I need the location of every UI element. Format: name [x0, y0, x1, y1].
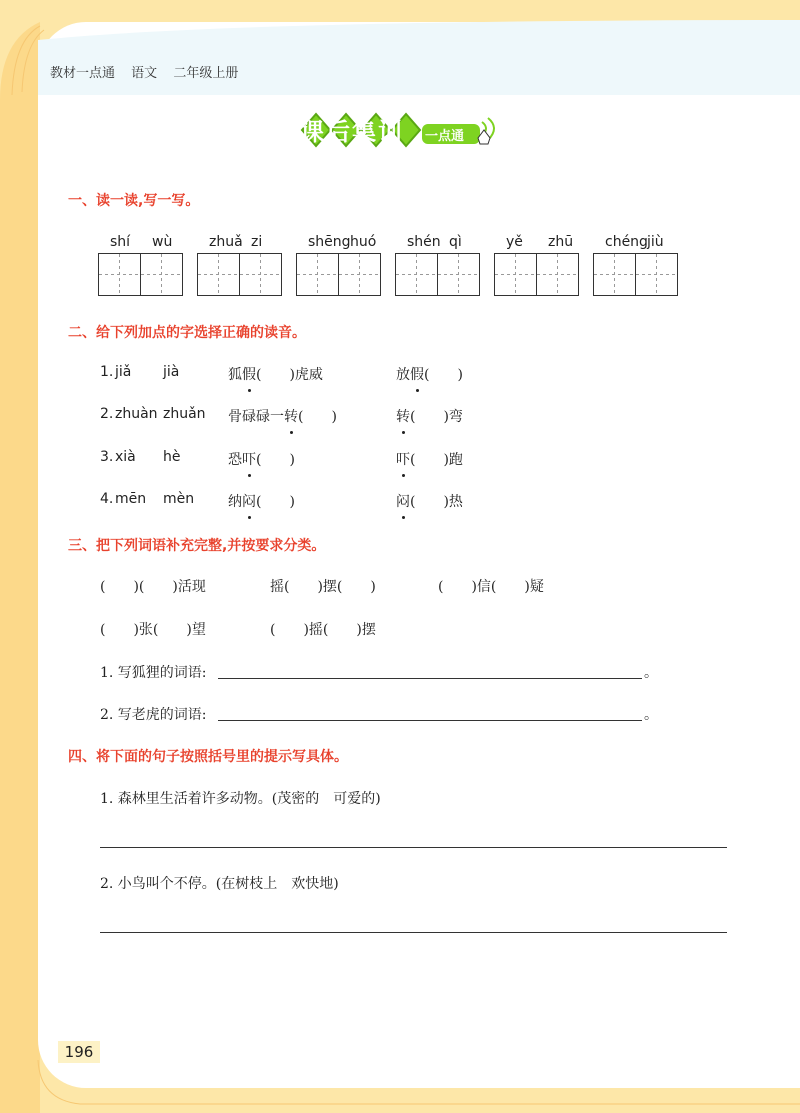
pinyin-option: jiǎ	[115, 364, 132, 380]
pinyin-syllable: jiù	[647, 234, 664, 250]
answer-blank[interactable]: ( )	[424, 367, 463, 383]
dotted-char: 吓	[396, 449, 410, 469]
tiger-words-label: 2. 写老虎的词语:	[100, 707, 207, 723]
page-sheet	[38, 22, 800, 1088]
tianzige-writing-box[interactable]	[197, 253, 283, 297]
sentence-2-answer-line[interactable]	[100, 932, 727, 933]
word-text: 放	[396, 367, 410, 383]
answer-blank[interactable]: ( )	[298, 409, 337, 425]
pinyin-option: xià	[115, 449, 136, 465]
tianzige-writing-box[interactable]	[296, 253, 382, 297]
word-choice-1[interactable]	[228, 449, 295, 469]
pinyin-syllable: shí	[110, 234, 131, 250]
pinyin-option: hè	[163, 449, 181, 465]
word-choice-1[interactable]	[228, 406, 337, 426]
tianzige-writing-box[interactable]	[494, 253, 580, 297]
tianzige-writing-box[interactable]	[395, 253, 481, 297]
item-number: 1.	[100, 364, 114, 380]
fox-words-period: 。	[644, 665, 658, 681]
page-number: 196	[58, 1041, 100, 1063]
item-number: 2.	[100, 406, 114, 422]
pinyin-syllable: zhuǎ	[209, 234, 243, 250]
sentence-1-prompt: 1. 森林里生活着许多动物。(茂密的 可爱的)	[100, 791, 381, 807]
word-choice-1[interactable]	[228, 364, 323, 384]
pinyin-syllable: zi	[251, 234, 263, 250]
word-text: 恐	[228, 452, 242, 468]
book-name: 教材一点通	[50, 66, 116, 81]
dotted-char: 闷	[242, 491, 256, 511]
banner-title: 课后集训	[300, 118, 404, 146]
item-number: 4.	[100, 491, 114, 507]
grade-name: 二年级上册	[173, 66, 239, 81]
pinyin-option: jià	[163, 364, 180, 380]
pinyin-syllable: shēng	[308, 234, 351, 250]
word-choice-2[interactable]	[396, 449, 463, 469]
tianzige-writing-box[interactable]	[593, 253, 679, 297]
pinyin-syllable: qì	[449, 234, 462, 250]
fox-words-label: 1. 写狐狸的词语:	[100, 665, 207, 681]
dotted-char: 假	[242, 364, 256, 384]
dotted-char: 转	[284, 406, 298, 426]
idiom-blank[interactable]: ( )信( )疑	[438, 579, 544, 595]
section-1-title: 一、读一读,写一写。	[68, 193, 200, 209]
fox-words-answer-line[interactable]	[218, 678, 642, 679]
item-number: 3.	[100, 449, 114, 465]
word-text: 狐	[228, 367, 242, 383]
tianzige-writing-box[interactable]	[98, 253, 184, 297]
word-choice-2[interactable]	[396, 406, 463, 426]
idiom-blank[interactable]: ( )( )活现	[100, 579, 206, 595]
subject-name: 语文	[131, 66, 158, 81]
dotted-char: 转	[396, 406, 410, 426]
sentence-1-answer-line[interactable]	[100, 847, 727, 848]
tiger-words-period: 。	[644, 707, 658, 723]
answer-blank[interactable]: ( )虎威	[256, 367, 323, 383]
answer-blank[interactable]: ( )跑	[410, 452, 463, 468]
word-choice-2[interactable]	[396, 364, 463, 384]
pinyin-syllable: zhū	[548, 234, 574, 250]
dotted-char: 假	[410, 364, 424, 384]
answer-blank[interactable]: ( )	[256, 452, 295, 468]
pinyin-syllable: yě	[506, 234, 523, 250]
pinyin-option: mēn	[115, 491, 147, 507]
answer-blank[interactable]: ( )热	[410, 494, 463, 510]
pinyin-syllable: chéng	[605, 234, 648, 250]
dotted-char: 闷	[396, 491, 410, 511]
section-2-title: 二、给下列加点的字选择正确的读音。	[68, 325, 306, 341]
idiom-blank[interactable]: 摇( )摆( )	[270, 579, 376, 595]
section-4-title: 四、将下面的句子按照括号里的提示写具体。	[68, 749, 348, 765]
header-wave	[38, 0, 800, 100]
pinyin-option: zhuǎn	[163, 406, 206, 422]
tiger-words-answer-line[interactable]	[218, 720, 642, 721]
banner-subtitle: 一点通	[425, 129, 465, 144]
section-3-title: 三、把下列词语补充完整,并按要求分类。	[68, 538, 326, 554]
idiom-blank[interactable]: ( )张( )望	[100, 622, 206, 638]
answer-blank[interactable]: ( )	[256, 494, 295, 510]
sentence-2-prompt: 2. 小鸟叫个不停。(在树枝上 欢快地)	[100, 876, 339, 892]
word-text: 纳	[228, 494, 242, 510]
pinyin-syllable: huó	[350, 234, 377, 250]
word-text: 骨碌碌一	[228, 409, 284, 425]
answer-blank[interactable]: ( )弯	[410, 409, 463, 425]
word-choice-2[interactable]	[396, 491, 463, 511]
header-info	[50, 62, 250, 81]
pinyin-syllable: wù	[152, 234, 173, 250]
word-choice-1[interactable]	[228, 491, 295, 511]
idiom-blank[interactable]: ( )摇( )摆	[270, 622, 376, 638]
pinyin-option: zhuàn	[115, 406, 158, 422]
dotted-char: 吓	[242, 449, 256, 469]
pinyin-option: mèn	[163, 491, 195, 507]
pinyin-syllable: shén	[407, 234, 441, 250]
